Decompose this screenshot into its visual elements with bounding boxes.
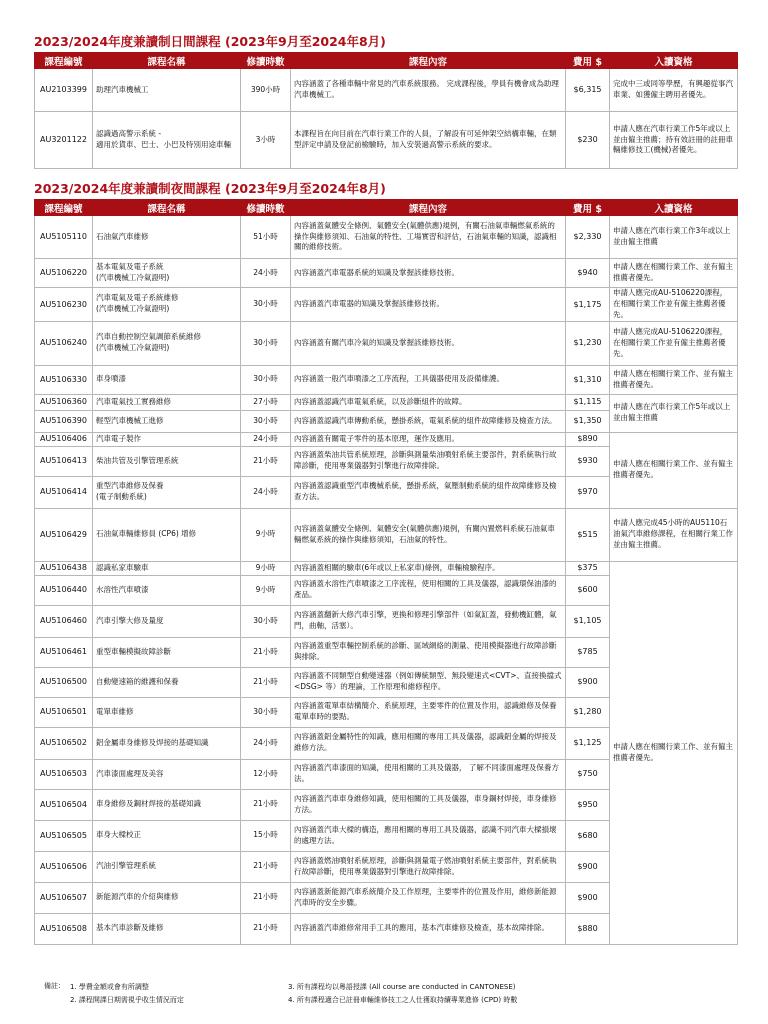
- course-name: 助理汽車機械工: [93, 69, 241, 112]
- course-fee: $2,330: [566, 216, 610, 259]
- course-hours: 9小時: [241, 561, 291, 575]
- course-name: 汽車引擎大修及量度: [93, 605, 241, 637]
- course-content: 內容涵蓋鋁金屬特性的知識，應用相關的專用工具及儀器，認識鋁金屬的焊接及維修方法。: [291, 727, 566, 759]
- course-hours: 30小時: [241, 365, 291, 394]
- course-fee: $1,105: [566, 605, 610, 637]
- course-hours: 24小時: [241, 432, 291, 446]
- course-content: 內容涵蓋認識汽車電氣系統，以及診斷組件的故障。: [291, 394, 566, 410]
- course-requirement: 申請人應完成AU-5106220課程，在相關行業工作並有僱主推薦者優先。: [610, 321, 738, 365]
- course-name: 認識過高警示系統 - 適用於貨車、巴士、小巴及特別用途車輛: [93, 112, 241, 169]
- course-name: 車身維修及鋼材焊接的基礎知識: [93, 789, 241, 820]
- table-row: [35, 288, 738, 322]
- course-content: 內容涵蓋汽車漆面的知識，使用相關的工具及儀器， 了解不同漆面處理及保養方法。: [291, 759, 566, 789]
- course-name: 重型車輛模擬故障診斷: [93, 637, 241, 667]
- course-fee: $750: [566, 759, 610, 789]
- course-requirement: 申請人應在相關行業工作、並有僱主推薦者優先。: [610, 365, 738, 394]
- course-content: 內容涵蓋電單車結構簡介、系統原理，主要零件的位置及作用，認識維修及保養電單車時的要點。: [291, 697, 566, 727]
- column-header: 費用 $: [566, 200, 610, 216]
- day-section-title: 2023/2024年度兼讀制日間課程 (2023年9月至2024年8月): [34, 34, 386, 49]
- column-header: 課程名稱: [93, 53, 241, 69]
- course-fee: $600: [566, 575, 610, 605]
- course-content: 內容涵蓋了各種車輛中常見的汽車系統服務。 完成課程後，學員有機會成為助理汽車機械工。: [291, 69, 566, 112]
- table-row: [35, 394, 738, 410]
- course-name: 輕型汽車機械工進修: [93, 410, 241, 432]
- course-hours: 21小時: [241, 789, 291, 820]
- course-name: 基本汽車診斷及維修: [93, 913, 241, 944]
- table-row: [35, 69, 738, 112]
- course-code: AU5106500: [35, 667, 93, 697]
- course-code: AU5106414: [35, 476, 93, 508]
- course-code: AU5106505: [35, 820, 93, 851]
- course-code: AU5106507: [35, 882, 93, 913]
- course-content: 內容涵蓋水溶性汽車噴漆之工序流程，使用相關的工具及儀器，認識環保油漆的產品。: [291, 575, 566, 605]
- course-code: AU5106504: [35, 789, 93, 820]
- course-content: 內容涵蓋一般汽車噴漆之工序流程，工具儀器使用及設備維護。: [291, 365, 566, 394]
- course-name: 汽車漆面處理及美容: [93, 759, 241, 789]
- table-row: [35, 508, 738, 561]
- course-requirement: 申請人應在汽車行業工作5年或以上並由僱主推薦；持有效註冊的註冊車輛維修技工(機械)者優先。: [610, 112, 738, 169]
- course-requirement: 申請人應在相關行業工作、並有僱主推薦者優先。: [610, 432, 738, 508]
- course-hours: 30小時: [241, 410, 291, 432]
- course-name: 車身大樑校正: [93, 820, 241, 851]
- course-hours: 21小時: [241, 637, 291, 667]
- course-fee: $1,310: [566, 365, 610, 394]
- course-hours: 390小時: [241, 69, 291, 112]
- table-row: [35, 365, 738, 394]
- course-name: 汽車電氣技工實務維修: [93, 394, 241, 410]
- course-content: 內容涵蓋汽車電器系統的知識及掌握該維修技術。: [291, 259, 566, 288]
- course-hours: 27小時: [241, 394, 291, 410]
- course-content: 內容涵蓋認識汽車傳動系統，懸掛系統，電氣系統的組件故障維修及檢查方法。: [291, 410, 566, 432]
- course-content: 內容涵蓋新能源汽車系統簡介及工作原理，主要零件的位置及作用，維修新能源汽車時的安全步驟。: [291, 882, 566, 913]
- course-code: AU5106360: [35, 394, 93, 410]
- course-fee: $1,125: [566, 727, 610, 759]
- course-code: AU5106230: [35, 288, 93, 322]
- course-code: AU5106506: [35, 851, 93, 882]
- column-header: 課程編號: [35, 200, 93, 216]
- course-name: 汽車電氣及電子系統維修 (汽車機械工冷氣證明): [93, 288, 241, 322]
- column-header: 課程內容: [291, 53, 566, 69]
- table-row: [35, 561, 738, 575]
- course-hours: 30小時: [241, 697, 291, 727]
- course-code: AU5106390: [35, 410, 93, 432]
- course-fee: $230: [566, 112, 610, 169]
- column-header: 課程編號: [35, 53, 93, 69]
- course-content: 內容涵蓋氣體安全條例、氣體安全(氣體供應)規例，有關石油氣車輛燃氣系統的操作與維修須知、石油氣的特性、工場實習和評估，石油氣車輛的知識，認識相關的維修技術。: [291, 216, 566, 259]
- course-hours: 21小時: [241, 913, 291, 944]
- course-hours: 24小時: [241, 476, 291, 508]
- column-header: 修讀時數: [241, 200, 291, 216]
- column-header: 入讀資格: [610, 200, 738, 216]
- course-fee: $1,280: [566, 697, 610, 727]
- course-content: 內容涵蓋重型車輛控制系統的診斷、區域網絡的測量、使用模擬器進行故障診斷與排除。: [291, 637, 566, 667]
- course-name: 電單車維修: [93, 697, 241, 727]
- course-hours: 15小時: [241, 820, 291, 851]
- course-fee: $515: [566, 508, 610, 561]
- notes-right: [288, 981, 517, 1008]
- note-item: 2. 課程開課日期需視乎收生情況而定: [70, 996, 184, 1005]
- course-content: 內容涵蓋相關的驗車(6年或以上私家車)條例，車輛檢驗程序。: [291, 561, 566, 575]
- course-hours: 30小時: [241, 605, 291, 637]
- course-code: AU2103399: [35, 69, 93, 112]
- course-fee: $1,230: [566, 321, 610, 365]
- course-name: 車身噴漆: [93, 365, 241, 394]
- course-hours: 21小時: [241, 446, 291, 476]
- course-fee: $900: [566, 882, 610, 913]
- course-name: 水溶性汽車噴漆: [93, 575, 241, 605]
- column-header: 課程內容: [291, 200, 566, 216]
- course-fee: $375: [566, 561, 610, 575]
- course-code: AU5106460: [35, 605, 93, 637]
- course-hours: 3小時: [241, 112, 291, 169]
- course-name: 石油氣車輛維修員 (CP6) 增修: [93, 508, 241, 561]
- course-code: AU5106440: [35, 575, 93, 605]
- course-hours: 24小時: [241, 727, 291, 759]
- course-content: 內容涵蓋認識重型汽車機械系統，懸掛系統，氣壓制動系統的組件故障維修及檢查方法。: [291, 476, 566, 508]
- notes-left: [70, 981, 184, 1008]
- course-fee: $880: [566, 913, 610, 944]
- course-name: 新能源汽車的介紹與維修: [93, 882, 241, 913]
- note-item: 3. 所有課程均以粵語授課 (All course are conducted in CANTONESE): [288, 983, 516, 991]
- course-hours: 9小時: [241, 575, 291, 605]
- course-code: AU5106429: [35, 508, 93, 561]
- course-code: AU5106240: [35, 321, 93, 365]
- course-content: 內容涵蓋柴油共管系統原理，診斷與測量柴油噴射系統主要部件，對系統執行故障診斷，使用專業儀器對引擎進行故障排除。: [291, 446, 566, 476]
- course-requirement: 申請人應完成45小時的AU5110石油氣汽車維修課程，在相關行業工作並由僱主推薦。: [610, 508, 738, 561]
- course-content: 內容涵蓋汽車大樑的構造，應用相關的專用工具及儀器，認識不同汽車大樑損壞的處理方法。: [291, 820, 566, 851]
- course-content: 內容涵蓋汽車電器的知識及掌握該維修技術。: [291, 288, 566, 322]
- course-name: 汽車自動控制空氣調節系統維修 (汽車機械工冷氣證明): [93, 321, 241, 365]
- course-hours: 51小時: [241, 216, 291, 259]
- course-code: AU3201122: [35, 112, 93, 169]
- course-content: 內容涵蓋氣體安全條例、氣體安全(氣體供應)規例，有關內置燃料系統石油氣車輛燃氣系統的操作與維修須知，石油氣的特性。: [291, 508, 566, 561]
- course-fee: $785: [566, 637, 610, 667]
- course-code: AU5106461: [35, 637, 93, 667]
- course-requirement: 申請人應完成AU-5106220課程，在相關行業工作並有僱主推薦者優先。: [610, 288, 738, 322]
- course-fee: $1,115: [566, 394, 610, 410]
- course-name: 汽油引擎管理系統: [93, 851, 241, 882]
- course-fee: $890: [566, 432, 610, 446]
- course-hours: 12小時: [241, 759, 291, 789]
- course-fee: $900: [566, 667, 610, 697]
- course-hours: 9小時: [241, 508, 291, 561]
- course-content: 內容涵蓋不同類型自動變速器（例如傳統類型、無段變速式<CVT>、直接換擋式<DSG> 等）的理論，工作原理和維修程序。: [291, 667, 566, 697]
- course-name: 石油氣汽車維修: [93, 216, 241, 259]
- course-name: 認識私家車驗車: [93, 561, 241, 575]
- course-fee: $1,350: [566, 410, 610, 432]
- course-name: 柴油共管及引擎管理系統: [93, 446, 241, 476]
- course-code: AU5106406: [35, 432, 93, 446]
- course-hours: 24小時: [241, 259, 291, 288]
- day-course-table: [34, 52, 738, 169]
- course-requirement: 申請人應在汽車行業工作3年或以上並由僱主推薦: [610, 216, 738, 259]
- note-item: 4. 所有課程適合已註冊車輛維修技工之人仕獲取持續專業進修 (CPD) 時數: [288, 996, 518, 1005]
- course-requirement: 申請人應在相關行業工作、並有僱主推薦者優先。: [610, 259, 738, 288]
- course-code: AU5106503: [35, 759, 93, 789]
- course-requirement: 申請人應在相關行業工作、並有僱主推薦者優先。: [610, 561, 738, 944]
- course-fee: $950: [566, 789, 610, 820]
- course-name: 基本電氣及電子系統 (汽車機械工冷氣證明): [93, 259, 241, 288]
- course-name: 自動變速箱的維護和保養: [93, 667, 241, 697]
- course-hours: 21小時: [241, 882, 291, 913]
- table-row: [35, 259, 738, 288]
- table-row: [35, 216, 738, 259]
- column-header: 課程名稱: [93, 200, 241, 216]
- course-code: AU5106413: [35, 446, 93, 476]
- course-code: AU5106220: [35, 259, 93, 288]
- evening-section-title: 2023/2024年度兼讀制夜間課程 (2023年9月至2024年8月): [34, 181, 386, 196]
- course-fee: $6,315: [566, 69, 610, 112]
- evening-course-table: [34, 199, 738, 945]
- course-code: AU5106501: [35, 697, 93, 727]
- course-hours: 21小時: [241, 667, 291, 697]
- course-content: 內容涵蓋汽車車身維修知識，使用相關的工具及儀器，車身鋼材焊接，車身維修方法。: [291, 789, 566, 820]
- course-content: 本課程旨在向目前在汽車行業工作的人員，了解設有可延伸架空結構車輛，在類型評定申請及登記前檢驗時，加入安裝過高警示系統的要求。: [291, 112, 566, 169]
- course-content: 內容涵蓋翻新大修汽車引擎，更換和修理引擎部件（如氣缸蓋，發動機缸體，氣門，曲軸，活塞）。: [291, 605, 566, 637]
- notes-label: 備註：: [44, 982, 65, 990]
- course-hours: 21小時: [241, 851, 291, 882]
- course-fee: $680: [566, 820, 610, 851]
- course-code: AU5106508: [35, 913, 93, 944]
- course-content: 內容涵蓋燃油噴射系統原理，診斷與測量電子燃油噴射系統主要部件，對系統執行故障診斷，使用專業儀器對引擎進行故障排除。: [291, 851, 566, 882]
- note-item: 1. 學費金額或會有所調整: [70, 983, 149, 991]
- course-content: 內容涵蓋有關汽車冷氣的知識及掌握該維修技術。: [291, 321, 566, 365]
- table-row: [35, 432, 738, 446]
- course-name: 重型汽車維修及保養 (電子制動系統): [93, 476, 241, 508]
- course-hours: 30小時: [241, 321, 291, 365]
- column-header: 入讀資格: [610, 53, 738, 69]
- course-fee: $970: [566, 476, 610, 508]
- course-fee: $1,175: [566, 288, 610, 322]
- course-code: AU5105110: [35, 216, 93, 259]
- course-content: 內容涵蓋有關電子零件的基本原理，運作及應用。: [291, 432, 566, 446]
- course-name: 汽車電子製作: [93, 432, 241, 446]
- column-header: 費用 $: [566, 53, 610, 69]
- table-row: [35, 112, 738, 169]
- table-row: [35, 321, 738, 365]
- course-content: 內容涵蓋汽車維修常用手工具的應用，基本汽車維修及檢查，基本故障排除。: [291, 913, 566, 944]
- course-requirement: 申請人應在汽車行業工作5年或以上並由僱主推薦: [610, 394, 738, 432]
- course-hours: 30小時: [241, 288, 291, 322]
- course-fee: $930: [566, 446, 610, 476]
- course-fee: $940: [566, 259, 610, 288]
- course-name: 鋁金屬車身維修及焊接的基礎知識: [93, 727, 241, 759]
- course-fee: $900: [566, 851, 610, 882]
- course-code: AU5106438: [35, 561, 93, 575]
- course-code: AU5106330: [35, 365, 93, 394]
- course-requirement: 完成中三或同等學歷，有興趣從事汽車業、如獲僱主聘用者優先。: [610, 69, 738, 112]
- course-code: AU5106502: [35, 727, 93, 759]
- table-header-row: [35, 200, 738, 216]
- table-header-row: [35, 53, 738, 69]
- column-header: 修讀時數: [241, 53, 291, 69]
